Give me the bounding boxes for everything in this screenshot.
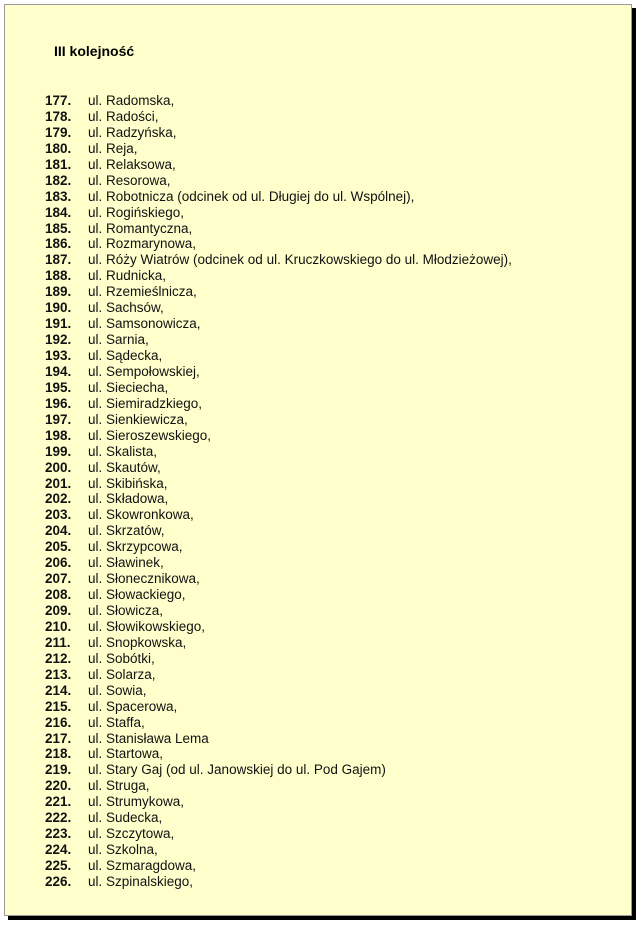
list-item-street: ul. Sądecka, <box>88 348 163 363</box>
list-item-street: ul. Szkolna, <box>88 842 158 858</box>
list-item <box>45 476 512 492</box>
list-item-street: ul. Sieciecha, <box>88 379 169 395</box>
list-item-number: 188. <box>45 268 72 284</box>
list-item <box>45 205 512 221</box>
list-item-number: 201. <box>45 475 72 491</box>
list-item <box>45 221 512 237</box>
list-item <box>45 141 512 157</box>
list-item-number: 217. <box>45 730 72 746</box>
list-item-street: ul. Strumykowa, <box>88 794 185 810</box>
list-item <box>45 683 512 699</box>
list-item-number: 219. <box>45 762 72 778</box>
list-item-number: 183. <box>45 188 72 204</box>
list-item <box>45 842 512 858</box>
list-item <box>45 539 512 555</box>
list-item-street: ul. Słowicza, <box>88 603 164 618</box>
list-item-street: ul. Sowia, <box>88 682 147 698</box>
list-item-number: 221. <box>45 794 72 810</box>
list-item-number: 177. <box>45 93 72 108</box>
list-item-number: 222. <box>45 810 72 826</box>
list-item <box>45 252 512 268</box>
list-item <box>45 316 512 332</box>
list-item-number: 214. <box>45 682 72 698</box>
list-item <box>45 555 512 571</box>
list-item-street: ul. Relaksowa, <box>88 156 176 172</box>
list-item-number: 187. <box>45 252 72 268</box>
list-item <box>45 699 512 715</box>
list-item-number: 178. <box>45 108 72 124</box>
list-item-street: ul. Słowackiego, <box>88 587 186 603</box>
list-item-number: 198. <box>45 427 72 443</box>
list-item <box>45 746 512 762</box>
list-item-number: 226. <box>45 873 72 889</box>
list-item <box>45 236 512 252</box>
list-item-street: ul. Robotnicza (odcinek od ul. Długiej do ul. Wspólnej), <box>88 188 415 204</box>
list-item-number: 192. <box>45 332 72 348</box>
list-item <box>45 348 512 364</box>
list-item <box>45 460 512 476</box>
list-item-street: ul. Rozmarynowa, <box>88 236 197 252</box>
list-item-street: ul. Radości, <box>88 108 159 124</box>
list-item-number: 179. <box>45 124 72 140</box>
list-item <box>45 157 512 173</box>
list-item <box>45 364 512 380</box>
page-heading: III kolejność <box>54 43 135 59</box>
list-item-street: ul. Szmaragdowa, <box>88 858 197 873</box>
list-item-street: ul. Radomska, <box>88 93 175 108</box>
list-item-number: 184. <box>45 204 72 220</box>
list-item <box>45 651 512 667</box>
list-item <box>45 412 512 428</box>
list-item <box>45 794 512 810</box>
list-item-street: ul. Romantyczna, <box>88 220 193 236</box>
list-item-number: 212. <box>45 650 72 666</box>
list-item <box>45 587 512 603</box>
list-item-street: ul. Sachsów, <box>88 300 164 316</box>
list-item <box>45 810 512 826</box>
document-page <box>4 4 632 916</box>
list-item-street: ul. Struga, <box>88 778 150 794</box>
street-list <box>45 93 512 890</box>
list-item-street: ul. Rogińskiego, <box>88 204 185 220</box>
list-item-number: 182. <box>45 172 72 188</box>
list-item-number: 205. <box>45 539 72 555</box>
list-item-street: ul. Rudnicka, <box>88 268 167 284</box>
list-item <box>45 762 512 778</box>
list-item <box>45 93 512 109</box>
list-item-street: ul. Sudecka, <box>88 810 163 826</box>
list-item-number: 203. <box>45 507 72 523</box>
list-item <box>45 523 512 539</box>
list-item <box>45 428 512 444</box>
list-item-number: 209. <box>45 603 72 618</box>
list-item-number: 199. <box>45 443 72 459</box>
list-item-street: ul. Stanisława Lema <box>88 730 209 746</box>
list-item-street: ul. Słowikowskiego, <box>88 618 206 634</box>
list-item-street: ul. Reja, <box>88 140 138 156</box>
list-item <box>45 268 512 284</box>
list-item-street: ul. Róży Wiatrów (odcinek od ul. Kruczkowskiego do ul. Młodzieżowej), <box>88 252 512 268</box>
list-item-number: 211. <box>45 634 71 650</box>
list-item <box>45 635 512 651</box>
list-item-street: ul. Składowa, <box>88 491 169 507</box>
list-item-number: 200. <box>45 459 72 475</box>
list-item <box>45 491 512 507</box>
list-item-street: ul. Sempołowskiej, <box>88 363 200 379</box>
list-item-street: ul. Sławinek, <box>88 555 164 571</box>
list-item-number: 216. <box>45 714 72 730</box>
list-item-street: ul. Sarnia, <box>88 332 149 348</box>
list-item <box>45 300 512 316</box>
list-item-street: ul. Stary Gaj (od ul. Janowskiej do ul. Pod Gajem) <box>88 762 386 778</box>
list-item-number: 215. <box>45 698 72 714</box>
list-item <box>45 173 512 189</box>
list-item <box>45 603 512 619</box>
list-item-street: ul. Szczytowa, <box>88 826 175 842</box>
list-item-number: 189. <box>45 284 72 300</box>
list-item-number: 225. <box>45 858 72 873</box>
list-item-street: ul. Słonecznikowa, <box>88 571 200 587</box>
list-item-number: 193. <box>45 348 72 363</box>
list-item-number: 180. <box>45 140 72 156</box>
list-item-number: 223. <box>45 826 72 842</box>
list-item-street: ul. Skibińska, <box>88 475 168 491</box>
list-item <box>45 826 512 842</box>
list-item-number: 204. <box>45 523 72 539</box>
list-item-number: 197. <box>45 411 72 427</box>
list-item <box>45 444 512 460</box>
list-item <box>45 189 512 205</box>
list-item-street: ul. Skrzypcowa, <box>88 539 183 555</box>
list-item-number: 186. <box>45 236 72 252</box>
list-item <box>45 874 512 890</box>
list-item-number: 207. <box>45 571 72 587</box>
list-item-street: ul. Szpinalskiego, <box>88 873 194 889</box>
list-item <box>45 715 512 731</box>
list-item-street: ul. Sieroszewskiego, <box>88 427 212 443</box>
list-item-number: 208. <box>45 587 72 603</box>
list-item-number: 218. <box>45 746 72 762</box>
list-item-number: 224. <box>45 842 72 858</box>
list-item-street: ul. Sienkiewicza, <box>88 411 188 427</box>
list-item <box>45 284 512 300</box>
list-item-number: 196. <box>45 395 72 411</box>
list-item-number: 191. <box>45 316 72 332</box>
list-item-street: ul. Radzyńska, <box>88 124 177 140</box>
list-item <box>45 858 512 874</box>
list-item <box>45 507 512 523</box>
list-item-street: ul. Solarza, <box>88 666 156 682</box>
list-item-street: ul. Staffa, <box>88 714 145 730</box>
list-item <box>45 667 512 683</box>
list-item-number: 213. <box>45 666 72 682</box>
list-item <box>45 731 512 747</box>
list-item-street: ul. Rzemieślnicza, <box>88 284 197 300</box>
list-item-street: ul. Samsonowicza, <box>88 316 201 332</box>
list-item-number: 206. <box>45 555 72 571</box>
list-item-number: 202. <box>45 491 72 507</box>
list-item-street: ul. Startowa, <box>88 746 164 762</box>
list-item-street: ul. Skowronkowa, <box>88 507 194 523</box>
list-item-street: ul. Snopkowska, <box>88 634 187 650</box>
list-item-number: 181. <box>45 156 72 172</box>
list-item-street: ul. Spacerowa, <box>88 698 178 714</box>
list-item <box>45 109 512 125</box>
list-item-street: ul. Sobótki, <box>88 650 155 666</box>
list-item <box>45 332 512 348</box>
list-item-street: ul. Siemiradzkiego, <box>88 395 203 411</box>
list-item-number: 195. <box>45 379 72 395</box>
page-shadow-bottom <box>8 916 636 920</box>
list-item <box>45 380 512 396</box>
list-item-number: 210. <box>45 618 72 634</box>
list-item-street: ul. Skrzatów, <box>88 523 165 539</box>
list-item <box>45 125 512 141</box>
list-item-number: 194. <box>45 363 72 379</box>
list-item <box>45 571 512 587</box>
page-shadow-right <box>632 8 636 920</box>
list-item-number: 185. <box>45 220 72 236</box>
list-item <box>45 778 512 794</box>
list-item <box>45 619 512 635</box>
list-item-number: 220. <box>45 778 72 794</box>
list-item <box>45 396 512 412</box>
list-item-street: ul. Skalista, <box>88 443 158 459</box>
list-item-street: ul. Skautów, <box>88 459 161 475</box>
list-item-number: 190. <box>45 300 72 316</box>
list-item-street: ul. Resorowa, <box>88 172 171 188</box>
